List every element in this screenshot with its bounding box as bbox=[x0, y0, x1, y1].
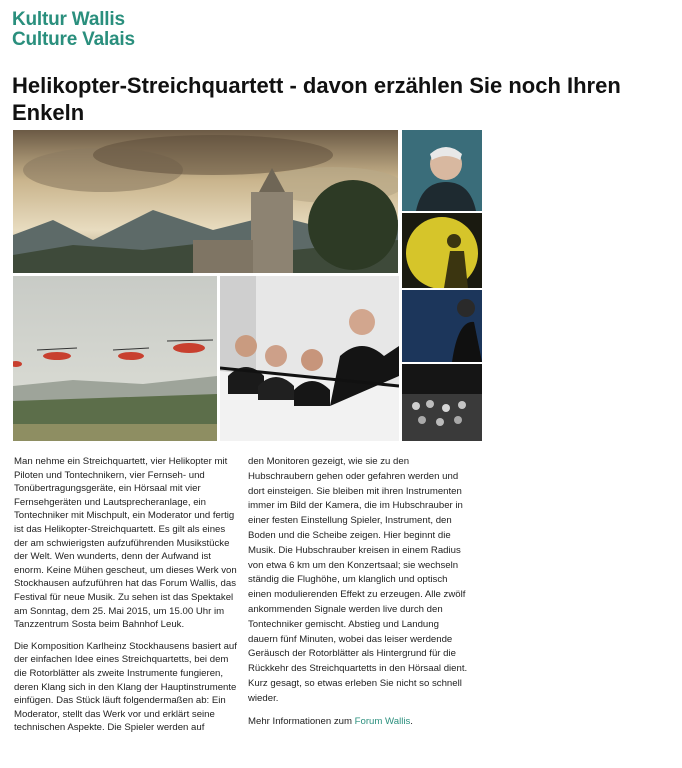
article-column-right bbox=[248, 455, 470, 737]
article-title: Helikopter-Streichquartett - davon erzählen Sie noch Ihren Enkeln bbox=[12, 73, 621, 125]
site-logo[interactable] bbox=[12, 10, 135, 50]
portrait-man-photo bbox=[402, 130, 482, 211]
article-paragraph: Man nehme ein Streichquartett, vier Helikopter mit Piloten und Tontechnikern, vier Fernseh- und Tonübertragungsgeräte, ein Hörsaal mit vier Fernsehgeräten und Lautsprecheranlage, ein Tontechniker mit Mischpult, ein Moderator und fertig ist das Helikopter-Streichquartett. Es gilt als eines der am schwierigsten aufzuführenden Musikstücke der Welt. Wen wunderts, denn der Aufwand ist enorm. Keine Mühen gescheut, um dieses Werk von Stockhausen aufzuführen hat das Forum Wallis, das Festival für neue Musik. Zu sehen ist das Spektakel am Sonntag, dem 25. Mai 2015, um 15.00 Uhr im Tanzzentrum Sosta beim Bahnhof Leuk. bbox=[14, 456, 237, 631]
logo-line-de: Kultur Wallis bbox=[12, 9, 125, 30]
quartet-musicians-photo bbox=[220, 276, 399, 441]
article-paragraph: Die Komposition Karlheinz Stockhausens basiert auf der einfachen Idee eines Streichquartetts, bei dem die Rotorblätter als zweite Instrumente fungieren, deren Klang sich in den Klang der Hauptinstrumente einfügen. Das Stück läuft folgendermaßen ab: Ein Moderator, stellt das Werk vor und erklärt seine technischen Aspekte. Die Spieler werden auf bbox=[14, 640, 237, 734]
forum-wallis-link[interactable]: Forum Wallis bbox=[354, 715, 411, 727]
conductor-photo bbox=[402, 290, 482, 362]
helicopters-photo bbox=[13, 276, 217, 441]
article-column-left bbox=[14, 455, 238, 743]
more-info-prefix: Mehr Informationen zum bbox=[248, 715, 355, 727]
castle-landscape-photo bbox=[13, 130, 398, 273]
logo-line-fr: Culture Valais bbox=[12, 29, 135, 50]
yellow-figure-photo bbox=[402, 213, 482, 288]
article-paragraph: den Monitoren gezeigt, wie sie zu den Hubschraubern gehen oder gefahren werden und dort einsteigen. Sie bleiben mit ihren Instrumenten immer im Bild der Kamera, die im Hubschrauber in einer festen Einstellung Spieler, Instrument, den Boden und die Scheibe zeigen. Hier beginnt die Musik. Die Hubschrauber kreisen in einem Radius von etwa 6 km um den Konzertsaal; sie wechseln ständig die Flughöhe, um klanglich und optisch einen modulierenden Effekt zu erzeugen. Alle zwölf ankommenden Signale werden live durch den Tontechniker gemischt. Abstieg und Landung dauern fünf Minuten, wobei das leiser werdende Geräusch der Rotorblätter als Hintergrund für die Rückkehr des Streichquartetts in den Hörsaal dient. Kurz gesagt, so etwas erleben Sie nicht so schnell wieder. bbox=[248, 456, 468, 704]
more-info-paragraph bbox=[248, 715, 470, 730]
more-info-suffix: . bbox=[410, 715, 413, 727]
orchestra-photo bbox=[402, 364, 482, 441]
